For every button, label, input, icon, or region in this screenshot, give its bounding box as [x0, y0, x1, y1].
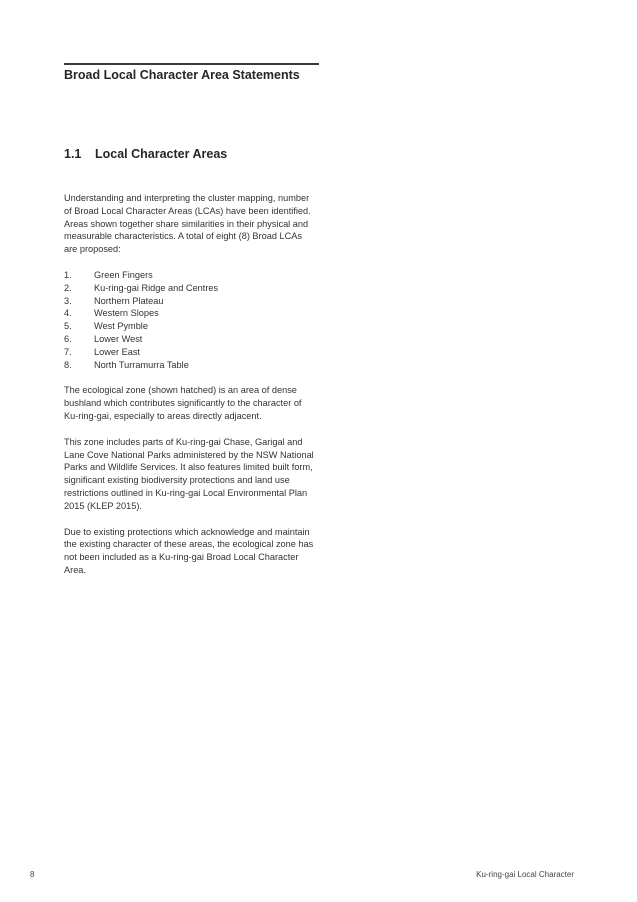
list-item-number: 2. [64, 282, 72, 293]
list-item [64, 333, 316, 346]
intro-paragraph: Understanding and interpreting the cluster mapping, number of Broad Local Character Areas (LCAs) have been identified. Areas shown together share similarities in their physical and measurable characteristics. A total of eight (8) Broad LCAs are proposed: [64, 193, 311, 255]
list-item-label: Ku-ring-gai Ridge and Centres [94, 282, 219, 293]
list-item-number: 6. [64, 333, 72, 344]
list-item-label: North Turramurra Table [94, 359, 189, 370]
section-title: Broad Local Character Area Statements [64, 68, 300, 82]
list-item [64, 346, 316, 359]
ecological-zone-paragraph: The ecological zone (shown hatched) is an area of dense bushland which contributes significantly to the character of Ku-ring-gai, especially to areas directly adjacent. [64, 385, 302, 421]
list-item-label: Lower East [94, 346, 140, 357]
list-item-label: Green Fingers [94, 269, 153, 280]
list-item-label: Western Slopes [94, 308, 159, 319]
subsection-title: Local Character Areas [95, 147, 228, 161]
list-item [64, 320, 316, 333]
list-item [64, 282, 316, 295]
list-item-number: 8. [64, 359, 72, 370]
list-item-number: 4. [64, 308, 72, 319]
body-content [64, 192, 316, 590]
exclusion-paragraph: Due to existing protections which acknowledge and maintain the existing character of these areas, the ecological zone has not been included as a Ku-ring-gai Broad Local Character Area. [64, 526, 314, 575]
lca-list [64, 269, 316, 371]
footer-document-title: Ku-ring-gai Local Character [476, 870, 574, 879]
header-rule [64, 63, 319, 65]
page-number: 8 [30, 870, 35, 879]
list-item [64, 307, 316, 320]
subsection-number: 1.1 [64, 147, 82, 161]
list-item-label: Northern Plateau [94, 295, 164, 306]
list-item [64, 269, 316, 282]
list-item [64, 359, 316, 372]
list-item-label: Lower West [94, 333, 143, 344]
list-item-label: West Pymble [94, 321, 148, 332]
national-parks-paragraph: This zone includes parts of Ku-ring-gai Chase, Garigal and Lane Cove National Parks administered by the NSW National Parks and Wildlife Services. It also features limited built form, significant existing biodiversity protections and land use restrictions outlined in Ku-ring-gai Local Environmental Plan 2015 (KLEP 2015). [64, 436, 314, 511]
list-item-number: 7. [64, 346, 72, 357]
list-item-number: 3. [64, 295, 72, 306]
subsection-heading [64, 147, 227, 161]
list-item-number: 5. [64, 321, 72, 332]
list-item [64, 295, 316, 308]
list-item-number: 1. [64, 269, 72, 280]
